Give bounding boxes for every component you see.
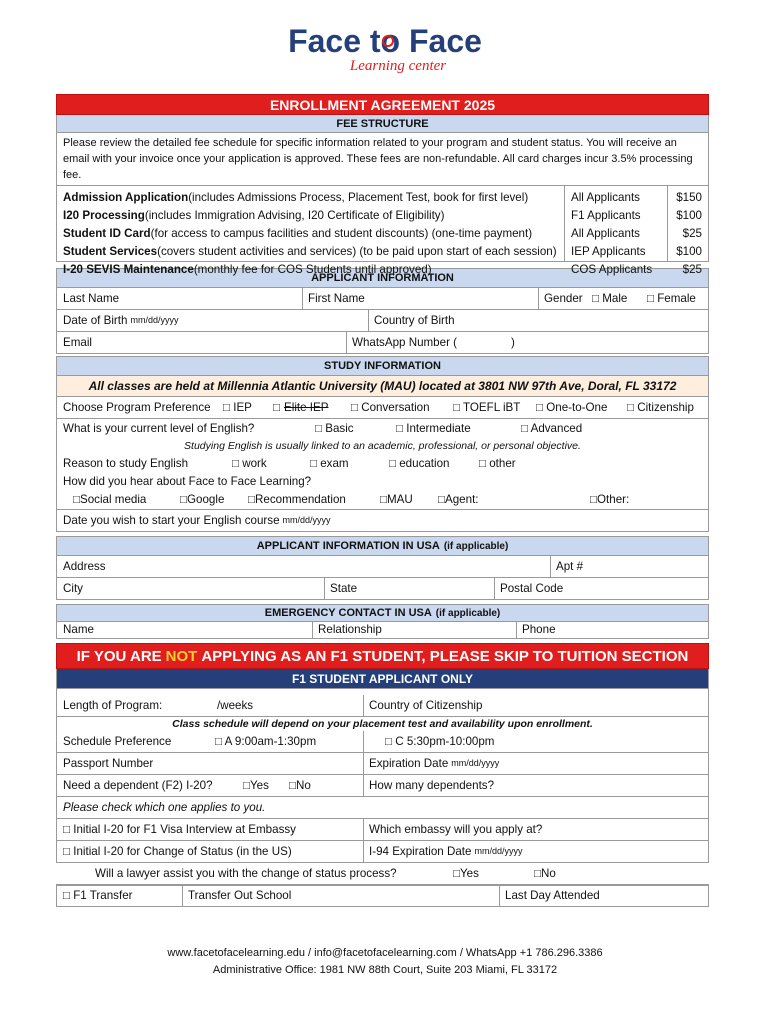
check-note: Please check which one applies to you.: [63, 800, 266, 814]
applicant-info-header: APPLICANT INFORMATION: [56, 268, 709, 288]
embassy-row: [56, 819, 709, 841]
fee-amounts: [676, 188, 702, 278]
f1-header: F1 STUDENT APPLICANT ONLY: [56, 669, 709, 689]
hear-row: [56, 490, 709, 510]
apt-field[interactable]: Apt #: [556, 559, 584, 573]
schedule-note-row: [56, 717, 709, 731]
campus-location-note: All classes are held at Millennia Atlantic University (MAU) located at 3801 NW 97th Ave, Doral, FL 33172: [56, 376, 709, 397]
passport-field[interactable]: Passport Number: [63, 756, 154, 770]
city-field[interactable]: City: [63, 581, 83, 595]
lawyer-label: Will a lawyer assist you with the change of status process?: [95, 866, 397, 880]
toefl-checkbox[interactable]: □ TOEFL iBT: [453, 400, 521, 414]
transfer-row: [56, 885, 709, 907]
fee-names: [63, 188, 557, 278]
whatsapp-field[interactable]: WhatsApp Number (: [352, 335, 458, 349]
hear-label-row: [56, 473, 709, 490]
start-date-field[interactable]: Date you wish to start your English course mm/dd/yyyy: [63, 513, 331, 527]
first-name-field[interactable]: First Name: [308, 291, 365, 305]
country-of-birth-field[interactable]: Country of Birth: [374, 313, 455, 327]
dependent-yes-checkbox[interactable]: □Yes: [243, 778, 269, 792]
female-checkbox[interactable]: □ Female: [647, 291, 696, 305]
logo-tagline: Learning center: [349, 58, 447, 74]
fee-who: COS Applicants: [571, 262, 653, 276]
social-media-checkbox[interactable]: □Social media: [73, 492, 147, 506]
education-checkbox[interactable]: □ education: [389, 456, 450, 470]
transfer-school-field[interactable]: Transfer Out School: [188, 889, 292, 903]
intermediate-checkbox[interactable]: □ Intermediate: [396, 422, 471, 436]
fee-structure-header: FEE STRUCTURE: [56, 115, 709, 133]
advanced-checkbox[interactable]: □ Advanced: [521, 422, 583, 436]
f1-transfer-checkbox[interactable]: □ F1 Transfer: [63, 889, 133, 903]
level-label: What is your current level of English?: [63, 422, 255, 436]
reason-note: Studying English is usually linked to an academic, professional, or personal objective.: [184, 440, 581, 453]
fee-who: IEP Applicants: [571, 244, 646, 258]
citizenship-checkbox[interactable]: □ Citizenship: [627, 400, 694, 414]
fee-row: Student ID Card (for access to campus facilities and student discounts) (one-time payment): [63, 226, 533, 240]
phone-field[interactable]: Phone: [522, 623, 556, 637]
schedule-label: Schedule Preference: [63, 734, 172, 748]
last-name-field[interactable]: Last Name: [63, 291, 120, 305]
other-reason-checkbox[interactable]: □ other: [479, 456, 516, 470]
logo-wordmark: Face to Face: [288, 23, 482, 59]
fee-description: Please review the detailed fee schedule for specific information related to your program and student status. You will receive an email with your invoice once your application is approved. These fees are non-refundable. All card charges incur 3.5% processing fee.: [56, 133, 709, 186]
usa-info-header: APPLICANT INFORMATION IN USA (if applicable): [56, 536, 709, 556]
elite-iep-checkbox[interactable]: □ Elite IEP: [273, 400, 329, 414]
reason-label: Reason to study English: [63, 456, 189, 470]
length-row: [56, 695, 709, 717]
fee-row: Student Services (covers student activities and services) (to be paid upon start of each session): [63, 244, 557, 258]
dependent-row: [56, 775, 709, 797]
enrollment-form: [56, 94, 709, 907]
mau-checkbox[interactable]: □MAU: [380, 492, 413, 506]
study-info-header: STUDY INFORMATION: [56, 356, 709, 376]
schedule-c-checkbox[interactable]: □ C 5:30pm-10:00pm: [385, 734, 495, 748]
program-length-field[interactable]: Length of Program:: [63, 698, 163, 712]
schedule-row: [56, 731, 709, 753]
footer-contact: www.facetofacelearning.edu / info@facetofacelearning.com / WhatsApp +1 786.296.3386: [167, 947, 603, 959]
conversation-checkbox[interactable]: □ Conversation: [351, 400, 430, 414]
dependents-count-field[interactable]: How many dependents?: [369, 778, 495, 792]
other-source-checkbox[interactable]: □Other:: [590, 492, 630, 506]
embassy-option-checkbox[interactable]: □ Initial I-20 for F1 Visa Interview at Embassy: [63, 822, 296, 836]
fee-row: I-20 SEVIS Maintenance (monthly fee for COS Students until approved): [63, 262, 432, 276]
dob-row: [56, 310, 709, 332]
agent-checkbox[interactable]: □Agent:: [438, 492, 479, 506]
reason-row: [56, 454, 709, 473]
expiration-field[interactable]: Expiration Date mm/dd/yyyy: [369, 756, 500, 770]
level-row: [56, 419, 709, 439]
name-row: [56, 288, 709, 310]
relationship-field[interactable]: Relationship: [318, 623, 382, 637]
address-row: [56, 556, 709, 578]
fee-amount: $150: [676, 190, 702, 204]
whatsapp-close: ): [511, 335, 515, 349]
google-checkbox[interactable]: □Google: [180, 492, 225, 506]
i94-field[interactable]: I-94 Expiration Date mm/dd/yyyy: [369, 844, 523, 858]
lawyer-yes-checkbox[interactable]: □Yes: [453, 866, 479, 880]
fee-row: I20 Processing (includes Immigration Advising, I20 Certificate of Eligibility): [63, 208, 445, 222]
program-label: Choose Program Preference: [63, 400, 211, 414]
fee-row: Admission Application (includes Admissions Process, Placement Test, book for first level): [63, 190, 529, 204]
gender-label: Gender: [544, 291, 583, 305]
start-date-row: [56, 510, 709, 532]
iep-checkbox[interactable]: □ IEP: [223, 400, 252, 414]
face-to-face-logo: [0, 22, 770, 74]
program-row: [56, 397, 709, 419]
work-checkbox[interactable]: □ work: [232, 456, 267, 470]
emergency-contact-header: EMERGENCY CONTACT IN USA (if applicable): [56, 604, 709, 622]
lawyer-row: [56, 863, 709, 885]
footer-address: Administrative Office: 1981 NW 88th Court, Suite 203 Miami, FL 33172: [212, 964, 558, 976]
basic-checkbox[interactable]: □ Basic: [315, 422, 354, 436]
lawyer-no-checkbox[interactable]: □No: [534, 866, 556, 880]
city-row: [56, 578, 709, 600]
schedule-a-checkbox[interactable]: □ A 9:00am-1:30pm: [215, 734, 317, 748]
fee-amount: $100: [676, 244, 702, 258]
dependent-label: Need a dependent (F2) I-20?: [63, 778, 213, 792]
check-note-row: [56, 797, 709, 819]
fee-applicants: [571, 188, 652, 278]
dob-field[interactable]: Date of Birth mm/dd/yyyy: [63, 313, 179, 327]
fee-amount: $100: [676, 208, 702, 222]
cos-row: [56, 841, 709, 863]
email-row: [56, 332, 709, 354]
embassy-field[interactable]: Which embassy will you apply at?: [369, 822, 543, 836]
skip-banner: IF YOU ARE NOT APPLYING AS AN F1 STUDENT, PLEASE SKIP TO TUITION SECTION: [56, 643, 709, 669]
recommendation-checkbox[interactable]: □Recommendation: [248, 492, 346, 506]
fee-amount: $25: [682, 226, 702, 240]
fee-table: [56, 186, 709, 276]
exam-checkbox[interactable]: □ exam: [310, 456, 349, 470]
citizenship-field[interactable]: Country of Citizenship: [369, 698, 483, 712]
last-day-field[interactable]: Last Day Attended: [505, 889, 600, 903]
fee-who: All Applicants: [571, 226, 640, 240]
one-to-one-checkbox[interactable]: □ One-to-One: [536, 400, 608, 414]
postal-code-field[interactable]: Postal Code: [500, 581, 564, 595]
fee-amount: $25: [682, 262, 702, 276]
fee-who: F1 Applicants: [571, 208, 641, 222]
hear-label: How did you hear about Face to Face Learning?: [63, 474, 312, 488]
reason-note-row: [56, 439, 709, 454]
schedule-note: Class schedule will depend on your placement test and availability upon enrollment.: [172, 717, 593, 730]
fee-who: All Applicants: [571, 190, 640, 204]
male-checkbox[interactable]: □ Male: [592, 291, 628, 305]
state-field[interactable]: State: [330, 581, 358, 595]
emergency-name-field[interactable]: Name: [63, 623, 94, 637]
dependent-no-checkbox[interactable]: □No: [289, 778, 311, 792]
form-title: ENROLLMENT AGREEMENT 2025: [56, 94, 709, 115]
address-field[interactable]: Address: [63, 559, 106, 573]
weeks-label: /weeks: [217, 698, 254, 712]
email-field[interactable]: Email: [63, 335, 92, 349]
passport-row: [56, 753, 709, 775]
cos-option-checkbox[interactable]: □ Initial I-20 for Change of Status (in the US): [63, 844, 292, 858]
emergency-row: [56, 622, 709, 639]
